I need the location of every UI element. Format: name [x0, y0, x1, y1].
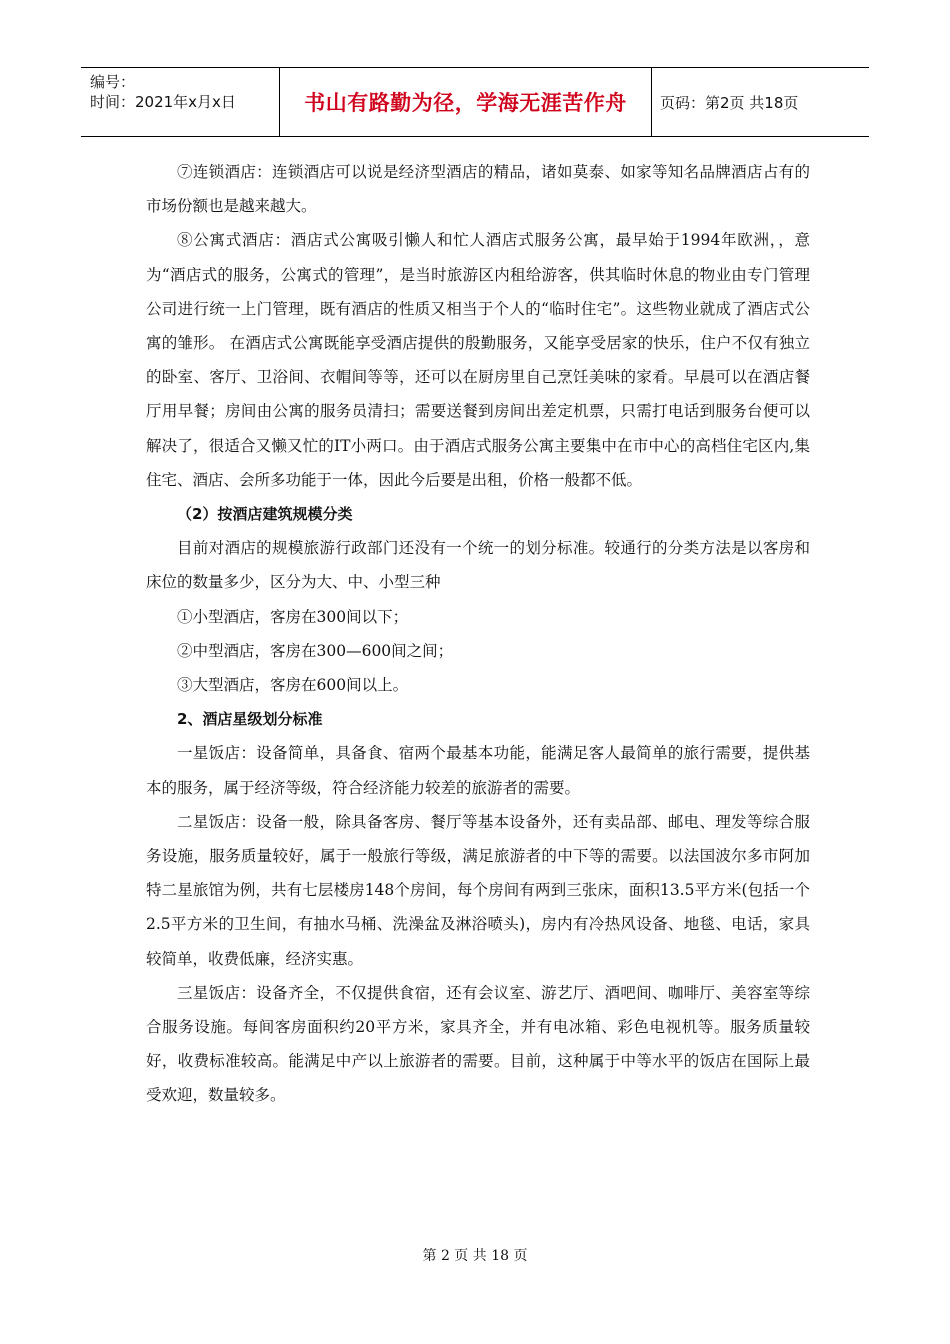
list-item-large-hotel: ③大型酒店，客房在600间以上。 — [177, 676, 409, 695]
header-motto-cell — [280, 68, 652, 136]
paragraph-scale-intro: 目前对酒店的规模旅游行政部门还没有一个统一的划分标准。较通行的分类方法是以客房和床位的数量多少，区分为大、中、小型三种 — [146, 539, 810, 592]
section-heading-scale: （2）按酒店建筑规模分类 — [177, 505, 353, 524]
header-meta-cell — [81, 68, 280, 136]
paragraph-three-star: 三星饭店：设备齐全，不仅提供食宿，还有会议室、游艺厅、酒吧间、咖啡厅、美容室等综合服务设施。每间客房面积约20平方米，家具齐全，并有电冰箱、彩色电视机等。服务质量较好，收费标准较高。能满足中产以上旅游者的需要。目前，这种属于中等水平的饭店在国际上最受欢迎，数量较多。 — [146, 983, 810, 1105]
paragraph-chain-hotel: ⑦连锁酒店：连锁酒店可以说是经济型酒店的精品，诸如莫泰、如家等知名品牌酒店占有的市场份额也是越来越大。 — [146, 163, 810, 216]
section-heading-star-rating: 2、酒店星级划分标准 — [177, 710, 323, 729]
page-header — [81, 67, 869, 137]
paragraph-apartment-hotel: ⑧公寓式酒店：酒店式公寓吸引懒人和忙人酒店式服务公寓，最早始于1994年欧洲，，意为“酒店式的服务，公寓式的管理”，是当时旅游区内租给游客，供其临时休息的物业由专门管理公司进行统一上门管理，既有酒店的性质又相当于个人的“临时住宅”。这些物业就成了酒店式公寓的雏形。 在酒店式公寓既能享受酒店提供的殷勤服务，又能享受居家的快乐，住户不仅有独立的卧室、客厅、卫浴间、衣帽间等等，还可以在厨房里自己烹饪美味的家肴。早晨可以在酒店餐厅用早餐；房间由公寓的服务员清扫；需要送餐到房间出差定机票，只需打电话到服务台便可以解决了，很适合又懒又忙的IT小两口。由于酒店式服务公寓主要集中在市中心的高档住宅区内,集住宅、酒店、会所多功能于一体，因此今后要是出租，价格一般都不低。 — [146, 231, 810, 489]
paragraph-two-star: 二星饭店：设备一般，除具备客房、餐厅等基本设备外，还有卖品部、邮电、理发等综合服务设施，服务质量较好，属于一般旅行等级，满足旅游者的中下等的需要。以法国波尔多市阿加特二星旅馆为例，共有七层楼房148个房间，每个房间有两到三张床，面积13.5平方米(包括一个2.5平方米的卫生间，有抽水马桶、洗澡盆及淋浴喷头)，房内有冷热风设备、地毯、电话，家具较简单，收费低廉，经济实惠。 — [146, 812, 810, 968]
list-item-medium-hotel: ②中型酒店，客房在300—600间之间； — [177, 641, 454, 660]
paragraph-one-star: 一星饭店：设备简单，具备食、宿两个最基本功能，能满足客人最简单的旅行需要，提供基本的服务，属于经济等级，符合经济能力较差的旅游者的需要。 — [146, 744, 810, 797]
document-id-label: 编号： — [90, 73, 136, 91]
document-body — [146, 155, 810, 1113]
header-page-info: 页码：第2页 共18页 — [660, 93, 799, 112]
list-item-small-hotel: ①小型酒店，客房在300间以下； — [177, 607, 409, 626]
header-page-cell — [652, 68, 869, 136]
document-time-label: 时间：2021年x月x日 — [90, 93, 236, 111]
page-footer: 第 2 页 共 18 页 — [422, 1248, 528, 1264]
header-motto: 书山有路勤为径，学海无涯苦作舟 — [304, 91, 627, 115]
